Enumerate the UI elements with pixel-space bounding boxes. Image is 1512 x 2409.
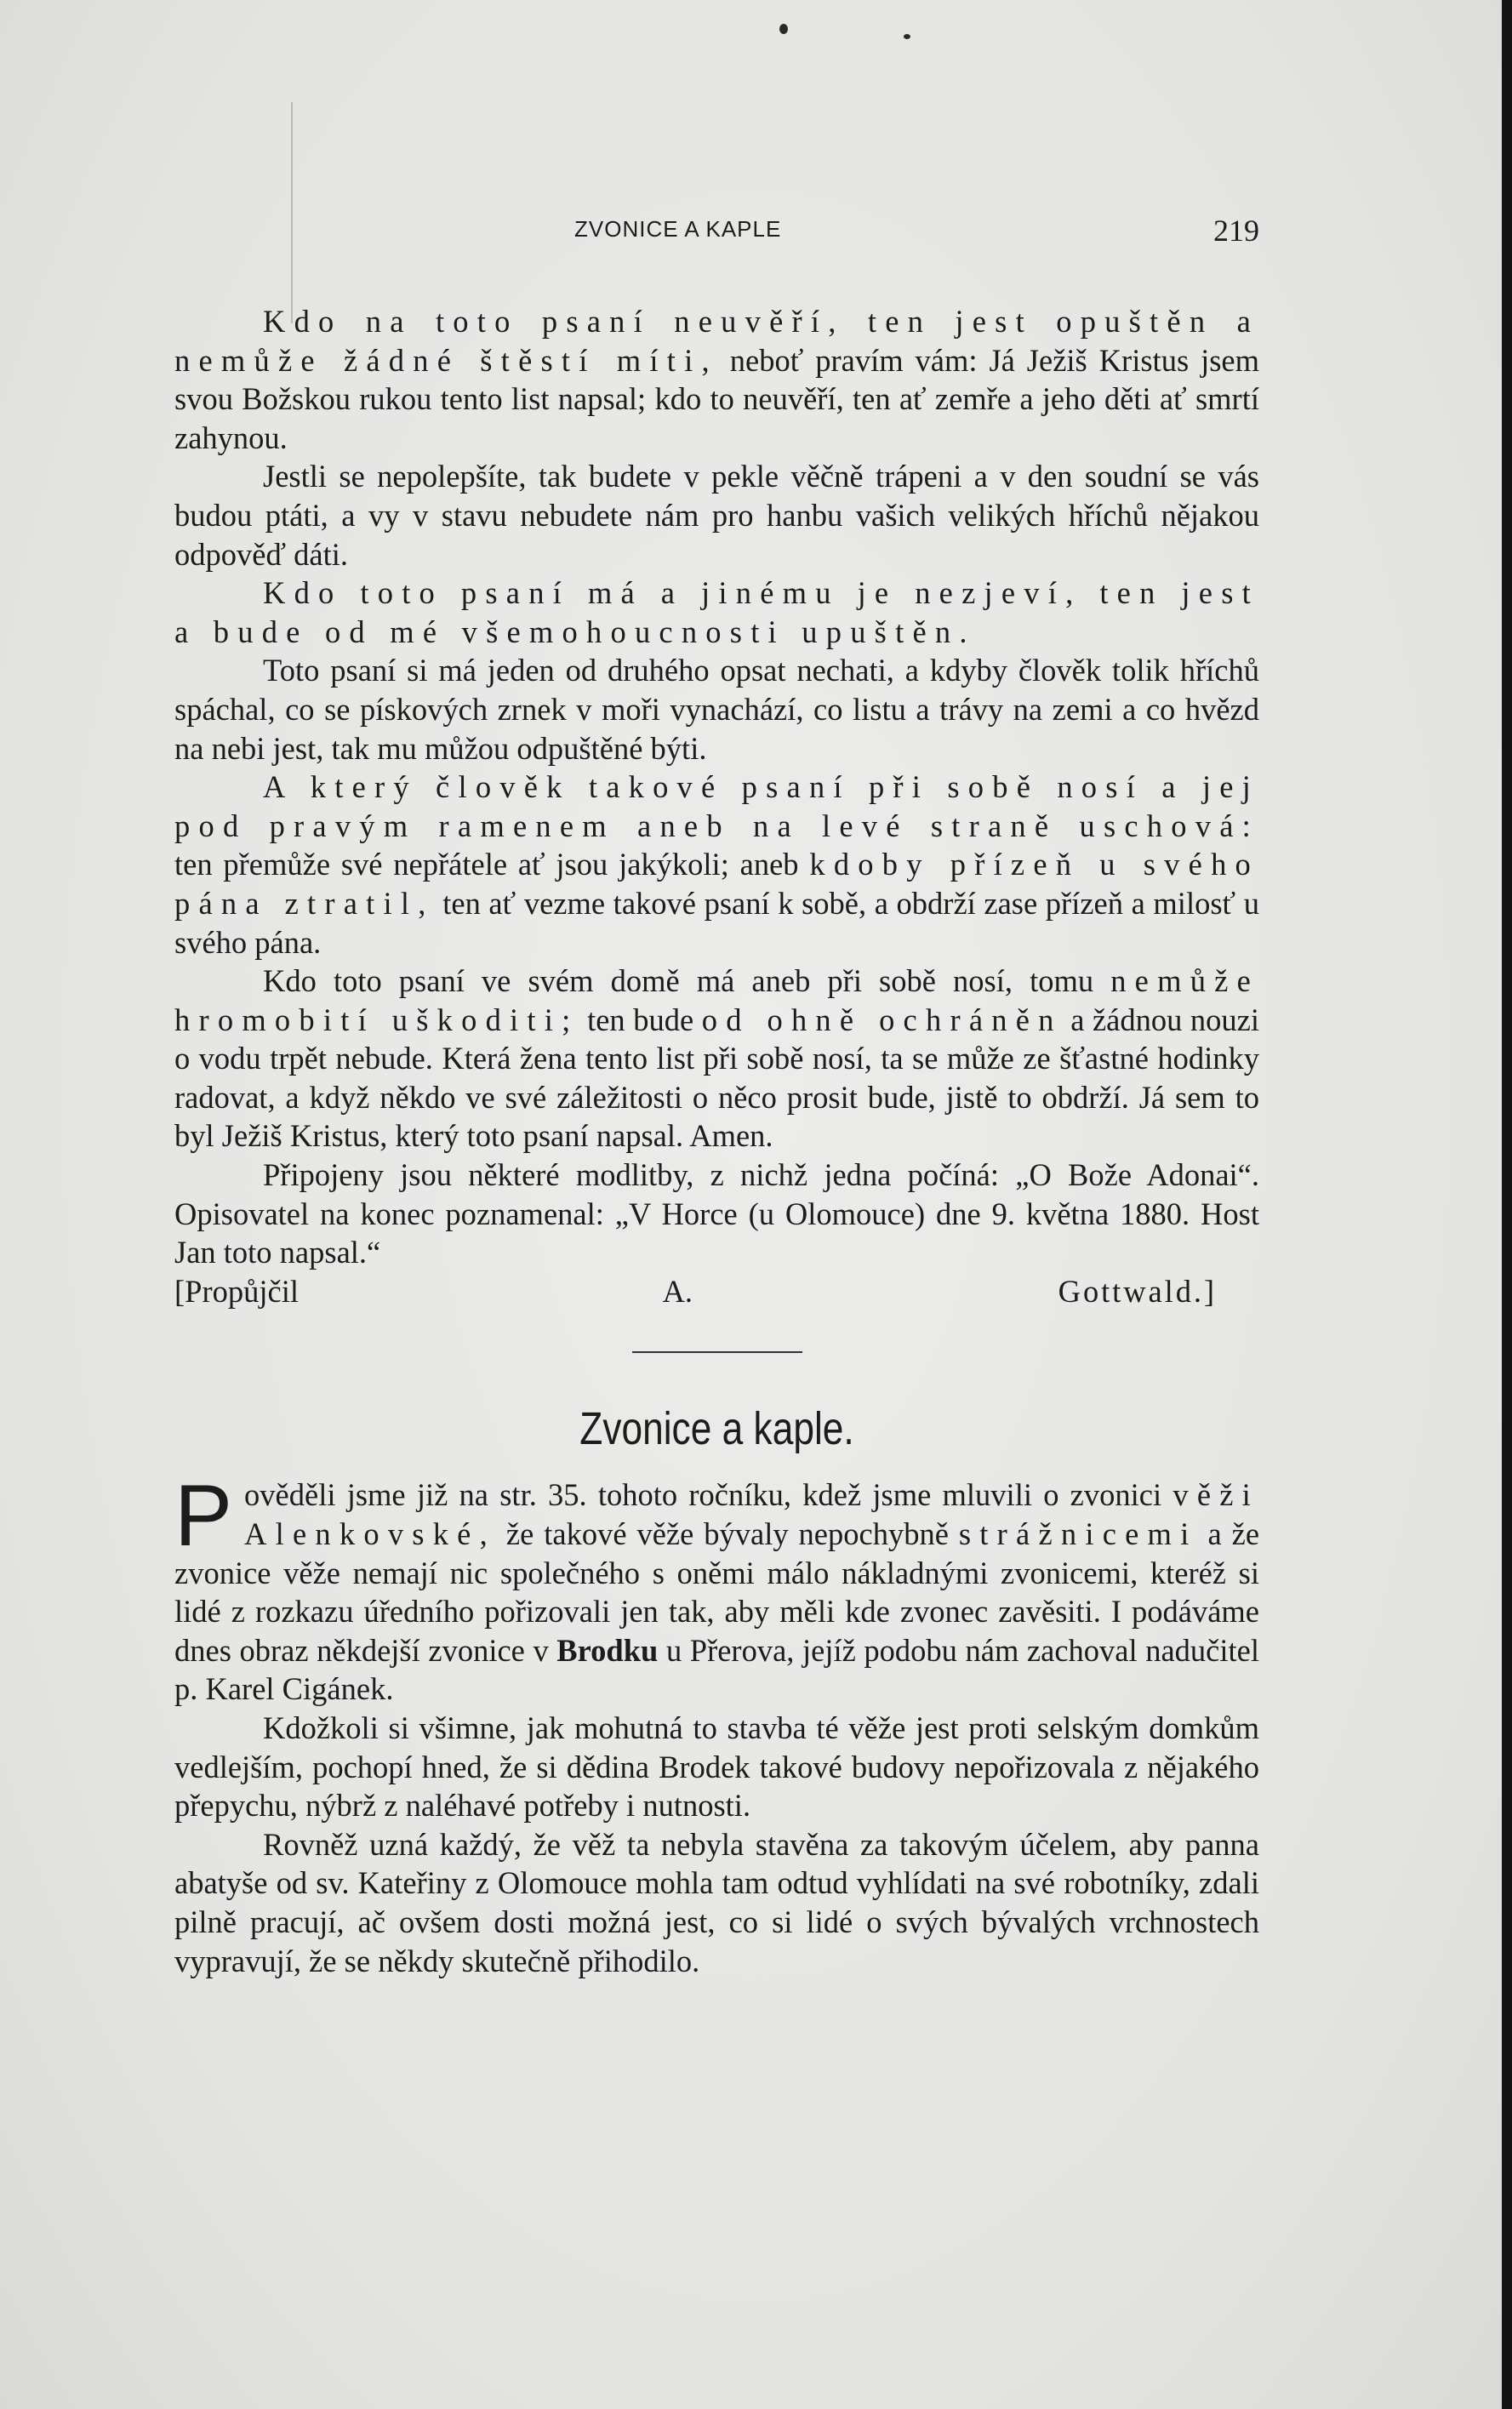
letter-paragraph bbox=[174, 457, 1259, 574]
letter-paragraph bbox=[174, 651, 1259, 768]
text-run: Rovněž uzná každý, že věž ta nebyla stavěna za takovým účelem, aby panna abatyše od sv. Kateřiny z Olomouce mohla tam odtud vyhlídati na své robotníky, zdali pilně pracují, ač ovšem dosti možná jest, co si lidé o svých bývalých vrchnostech vypravují, že se někdy skutečně přihodilo. bbox=[174, 1826, 1259, 1978]
text-run: Připojeny jsou některé modlitby, z nichž jedna počíná: „O Bože Adonai“. Opisovatel na konec poznamenal: „V Horce (u Olomouce) dne 9. května 1880. Host Jan toto napsal.“ bbox=[174, 1157, 1259, 1270]
spaced-text: Kdo na toto psaní neuvěří, ten jest opuštěn a bbox=[263, 304, 1259, 339]
spaced-text: kdoby přízeň u svého pána ztratil, bbox=[174, 847, 1260, 921]
article-paragraph bbox=[174, 1467, 1260, 1709]
text-run: že takové věže bývaly nepochybně bbox=[505, 1516, 949, 1552]
drop-cap: P bbox=[174, 1467, 233, 1565]
text-run: Jestli se nepolepšíte, tak budete v pekle věčně trápeni a v den soudní se vás budou ptáti, a vy v stavu nebudete nám pro hanbu vašich velikých hříchů nějakou odpověď dáti. bbox=[174, 459, 1259, 572]
text-run: Kdožkoli si všimne, jak mohutná to stavba té věže jest proti selským domkům vedlejším, pochopí hned, že si dědina Brodek takové budovy nepořizovala z nějakého přepychu, nýbrž z naléhavé potřeby i nutnosti. bbox=[174, 1710, 1259, 1824]
running-title: ZVONICE A KAPLE bbox=[574, 216, 782, 242]
spaced-text: A který člověk takové psaní při sobě nosí a jej pod pravým ramenem aneb na levé straně uschová: bbox=[174, 769, 1259, 843]
text-run: u Přerova, jejíž podobu nám zachoval nadučitel p. Karel Cigánek. bbox=[174, 1632, 1259, 1707]
letter-paragraph bbox=[174, 768, 1259, 962]
ink-speck bbox=[904, 34, 910, 39]
text-run: Kdo toto psaní ve svém domě má aneb při sobě nosí, tomu bbox=[263, 963, 1094, 999]
scan-edge bbox=[1502, 0, 1512, 2409]
text-run: neboť pravím vám: Já Ježiš bbox=[729, 342, 1087, 378]
text-run: ten ať vezme takové psaní k sobě, a obdrží zase přízeň a milosť u svého pána. bbox=[174, 885, 1259, 960]
text-run: Kristus jsem svou Božskou rukou tento list napsal; kdo to neuvěří, ten ať zemře a jeho děti ať smrtí zahynou. bbox=[174, 342, 1260, 455]
spaced-text: nemůže žádné štěstí míti, bbox=[174, 342, 718, 378]
body-text bbox=[174, 302, 1259, 1980]
page-header bbox=[174, 213, 1259, 247]
spaced-text: strážnicemi bbox=[958, 1516, 1198, 1552]
letter-paragraph bbox=[174, 962, 1259, 1156]
article-paragraph bbox=[174, 1825, 1259, 1980]
text-run: a žádnou nouzi o vodu trpět nebude. Která žena tento list při sobě nosí, ta se může ze šťastné hodinky radovat, a když někdo ve své záležitosti o něco prosit bude, jistě to obdrží. Já sem to byl Ježiš Kristus, který toto psaní napsal. Amen. bbox=[174, 1002, 1260, 1154]
article-paragraph bbox=[174, 1709, 1259, 1825]
text-run: Toto psaní si má jeden od druhého opsat nechati, a kdyby člověk tolik hříchů spáchal, co se pískových zrnek v moři vynachází, co listu a trávy na zemi a co hvězd na nebi jest, tak mu můžou odpuštěné býti. bbox=[174, 653, 1259, 766]
text-run: ověděli jsme již na str. 35. tohoto ročníku, kdež jsme mluvili o zvonici bbox=[244, 1477, 1162, 1513]
bold-text: Brodku bbox=[556, 1632, 659, 1668]
ink-speck bbox=[779, 24, 788, 34]
text-run: ten přemůže své nepřátele ať jsou jakýkoli; aneb bbox=[174, 847, 799, 882]
spaced-text: Kdo toto psaní má a jinému je nezjeví, ten jest a bude od mé všemohoucnosti upuštěn. bbox=[174, 575, 1259, 649]
text-run: a že zvonice věže nemají nic společného s oněmi málo nákladnými zvonicemi, kteréž si lidé z rozkazu úředního pořizovali jen tak, aby měli kde zvonec zavěsiti. I podáváme dnes obraz někdejší zvonice v bbox=[174, 1516, 1260, 1668]
signature-name: Gottwald.] bbox=[1058, 1273, 1217, 1309]
page-number: 219 bbox=[1213, 214, 1259, 248]
letter-paragraph bbox=[174, 1156, 1259, 1272]
section-heading: Zvonice a kaple. bbox=[579, 1403, 854, 1455]
section-divider bbox=[632, 1351, 802, 1353]
text-run: ten bude bbox=[587, 1002, 694, 1037]
spaced-text: od ohně ochráněn bbox=[701, 1002, 1063, 1037]
signature bbox=[174, 1272, 1259, 1311]
letter-paragraph bbox=[174, 574, 1259, 651]
signature-prefix: [Propůjčil A. bbox=[174, 1273, 693, 1309]
spaced-text: nemůže hromobití uškoditi; bbox=[174, 963, 1260, 1037]
spaced-text: věži Alenkovské, bbox=[244, 1477, 1260, 1552]
letter-paragraph bbox=[174, 302, 1259, 457]
